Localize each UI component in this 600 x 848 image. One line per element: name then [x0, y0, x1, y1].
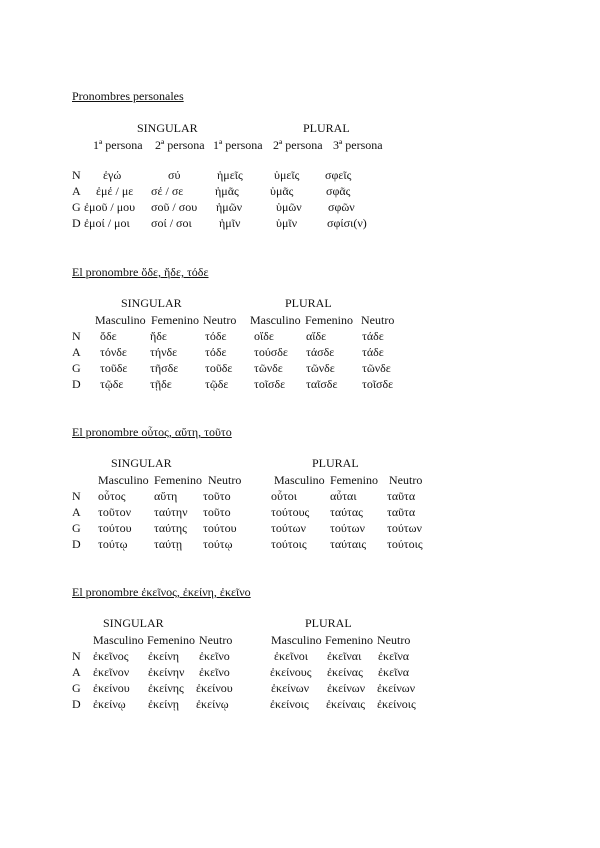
plural-heading: PLURAL: [285, 296, 332, 310]
table-cell: ταύτῃ: [154, 537, 183, 551]
plural-heading: PLURAL: [312, 456, 359, 470]
table-cell: ἐκείνων: [327, 681, 366, 695]
table-cell: ἐκείνης: [148, 681, 184, 695]
column-heading: Neutro: [199, 633, 233, 647]
table-cell: τῇδε: [150, 377, 172, 391]
table-cell: τοῦδε: [205, 361, 233, 375]
table-cell: ταύταις: [330, 537, 367, 551]
table-cell: ἐκεῖνα: [378, 665, 410, 679]
case-label: N: [72, 168, 81, 182]
table-cell: ἐκεῖνο: [199, 665, 230, 679]
table-cell: σοῦ / σου: [151, 200, 198, 214]
column-heading: Masculino: [95, 313, 146, 327]
table-cell: ὑμῖν: [276, 216, 298, 230]
table-cell: ἐκείνου: [196, 681, 233, 695]
table-cell: ἐκείνων: [271, 681, 310, 695]
table-cell: ἡμῖν: [219, 216, 241, 230]
table-cell: τούτων: [271, 521, 306, 535]
table-cell: τούσδε: [254, 345, 288, 359]
table-cell: τοῦτο: [203, 489, 231, 503]
column-heading: Masculino: [271, 633, 322, 647]
table-cell: ταῦτα: [387, 489, 416, 503]
table-cell: ἐκείνη: [148, 649, 180, 663]
table-cell: ἐκείνους: [270, 665, 312, 679]
column-heading: Masculino: [98, 473, 149, 487]
singular-heading: SINGULAR: [137, 121, 198, 135]
case-label: D: [72, 537, 81, 551]
table-cell: ταύτην: [154, 505, 188, 519]
table-cell: τοῦτο: [203, 505, 231, 519]
case-label: G: [72, 681, 81, 695]
column-heading: Masculino: [274, 473, 325, 487]
case-label: G: [72, 200, 81, 214]
table-cell: ἐκείνοις: [377, 697, 416, 711]
column-heading: 2ª persona: [273, 138, 323, 152]
table-cell: σοί / σοι: [151, 216, 192, 230]
table-cell: ἐκείνῳ: [196, 697, 229, 711]
column-heading: Masculino: [250, 313, 301, 327]
column-heading: Neutro: [208, 473, 242, 487]
table-cell: σέ / σε: [151, 184, 184, 198]
case-label: G: [72, 521, 81, 535]
section-title-ekeinos: El pronombre ἐκεῖνος, ἐκείνη, ἐκεῖνο: [72, 585, 251, 599]
table-cell: τόνδε: [100, 345, 127, 359]
table-cell: τοῖσδε: [362, 377, 394, 391]
section-title-houtos: El pronombre οὗτος, αὕτη, τοῦτο: [72, 425, 232, 439]
table-cell: ἐμέ / με: [96, 184, 134, 198]
case-label: D: [72, 697, 81, 711]
table-cell: ἐκεῖνο: [199, 649, 230, 663]
table-cell: ἐκείνῃ: [148, 697, 180, 711]
table-cell: τήνδε: [150, 345, 178, 359]
section-title-hode: El pronombre ὅδε, ἥδε, τόδε: [72, 265, 209, 279]
column-heading: Femenino: [154, 473, 202, 487]
table-cell: τοῦτον: [98, 505, 132, 519]
table-cell: τοῦδε: [100, 361, 128, 375]
table-cell: τῶνδε: [254, 361, 283, 375]
table-cell: ἐκείνῳ: [93, 697, 126, 711]
table-cell: τούτων: [387, 521, 422, 535]
table-cell: τούτου: [203, 521, 237, 535]
section-title-personales: Pronombres personales: [72, 89, 184, 103]
table-cell: σφίσι(ν): [327, 216, 367, 230]
case-label: A: [72, 665, 81, 679]
table-cell: ὑμεῖς: [274, 168, 300, 182]
table-cell: ὑμᾶς: [270, 184, 294, 198]
table-cell: ἐκεῖνος: [93, 649, 129, 663]
table-cell: τάδε: [362, 345, 384, 359]
case-label: D: [72, 216, 81, 230]
column-heading: Femenino: [305, 313, 353, 327]
table-cell: τούτῳ: [203, 537, 233, 551]
table-cell: οἵδε: [254, 329, 274, 343]
table-cell: ἐκείνων: [377, 681, 416, 695]
table-cell: τάσδε: [306, 345, 335, 359]
column-heading: 3ª persona: [333, 138, 383, 152]
table-cell: τούτοις: [387, 537, 423, 551]
column-heading: Neutro: [377, 633, 411, 647]
table-cell: ἐκείνοις: [270, 697, 309, 711]
table-cell: ταύτης: [154, 521, 187, 535]
table-cell: σφεῖς: [325, 168, 352, 182]
table-cell: αἵδε: [306, 329, 327, 343]
column-heading: Femenino: [330, 473, 378, 487]
table-cell: ἡμῶν: [216, 200, 243, 214]
column-heading: 2ª persona: [155, 138, 205, 152]
plural-heading: PLURAL: [303, 121, 350, 135]
table-cell: ἐκείνου: [93, 681, 130, 695]
column-heading: Neutro: [203, 313, 237, 327]
table-cell: τῆσδε: [150, 361, 179, 375]
table-cell: τούτου: [98, 521, 132, 535]
case-label: N: [72, 649, 81, 663]
table-cell: ἐκείνας: [327, 665, 363, 679]
plural-heading: PLURAL: [305, 616, 352, 630]
singular-heading: SINGULAR: [103, 616, 164, 630]
table-cell: οὗτος: [98, 489, 126, 503]
table-cell: ἐκεῖνον: [93, 665, 130, 679]
table-cell: ἥδε: [150, 329, 167, 343]
table-cell: τάδε: [362, 329, 384, 343]
column-heading: 1ª persona: [213, 138, 263, 152]
column-heading: Masculino: [93, 633, 144, 647]
table-cell: ἡμεῖς: [217, 168, 243, 182]
case-label: N: [72, 489, 81, 503]
table-cell: αὕτη: [154, 489, 178, 503]
table-cell: αὗται: [330, 489, 357, 503]
table-cell: σφῶν: [328, 200, 355, 214]
table-cell: ὅδε: [100, 329, 117, 343]
table-cell: σύ: [168, 168, 181, 182]
table-cell: ἐκείναις: [326, 697, 366, 711]
column-heading: Femenino: [325, 633, 373, 647]
table-cell: τόδε: [205, 345, 227, 359]
table-cell: ἐκεῖνοι: [274, 649, 309, 663]
case-label: A: [72, 505, 81, 519]
table-cell: τούτῳ: [98, 537, 128, 551]
table-cell: ταύτας: [330, 505, 363, 519]
table-cell: τόδε: [205, 329, 227, 343]
column-heading: Neutro: [361, 313, 395, 327]
table-cell: ἐγώ: [103, 168, 122, 182]
table-cell: τῶνδε: [362, 361, 391, 375]
table-cell: τούτοις: [271, 537, 307, 551]
singular-heading: SINGULAR: [121, 296, 182, 310]
table-cell: ἐκεῖνα: [378, 649, 410, 663]
table-cell: οὗτοι: [271, 489, 297, 503]
table-cell: ἡμᾶς: [215, 184, 239, 198]
table-cell: τούτους: [271, 505, 310, 519]
table-cell: ἐμοί / μοι: [84, 216, 130, 230]
table-cell: τῶνδε: [306, 361, 335, 375]
table-cell: τούτων: [330, 521, 365, 535]
table-cell: ταῦτα: [387, 505, 416, 519]
table-cell: σφᾶς: [326, 184, 351, 198]
table-cell: ἐμοῦ / μου: [84, 200, 136, 214]
table-cell: ταῖσδε: [306, 377, 338, 391]
table-cell: ὑμῶν: [276, 200, 302, 214]
case-label: A: [72, 345, 81, 359]
table-cell: ἐκεῖναι: [327, 649, 362, 663]
column-heading: Femenino: [147, 633, 195, 647]
column-heading: Femenino: [151, 313, 199, 327]
table-cell: τοῖσδε: [254, 377, 286, 391]
case-label: D: [72, 377, 81, 391]
column-heading: Neutro: [389, 473, 423, 487]
table-cell: ἐκείνην: [148, 665, 185, 679]
case-label: A: [72, 184, 81, 198]
table-cell: τῷδε: [205, 377, 229, 391]
singular-heading: SINGULAR: [111, 456, 172, 470]
case-label: G: [72, 361, 81, 375]
column-heading: 1ª persona: [93, 138, 143, 152]
case-label: N: [72, 329, 81, 343]
table-cell: τῷδε: [100, 377, 124, 391]
